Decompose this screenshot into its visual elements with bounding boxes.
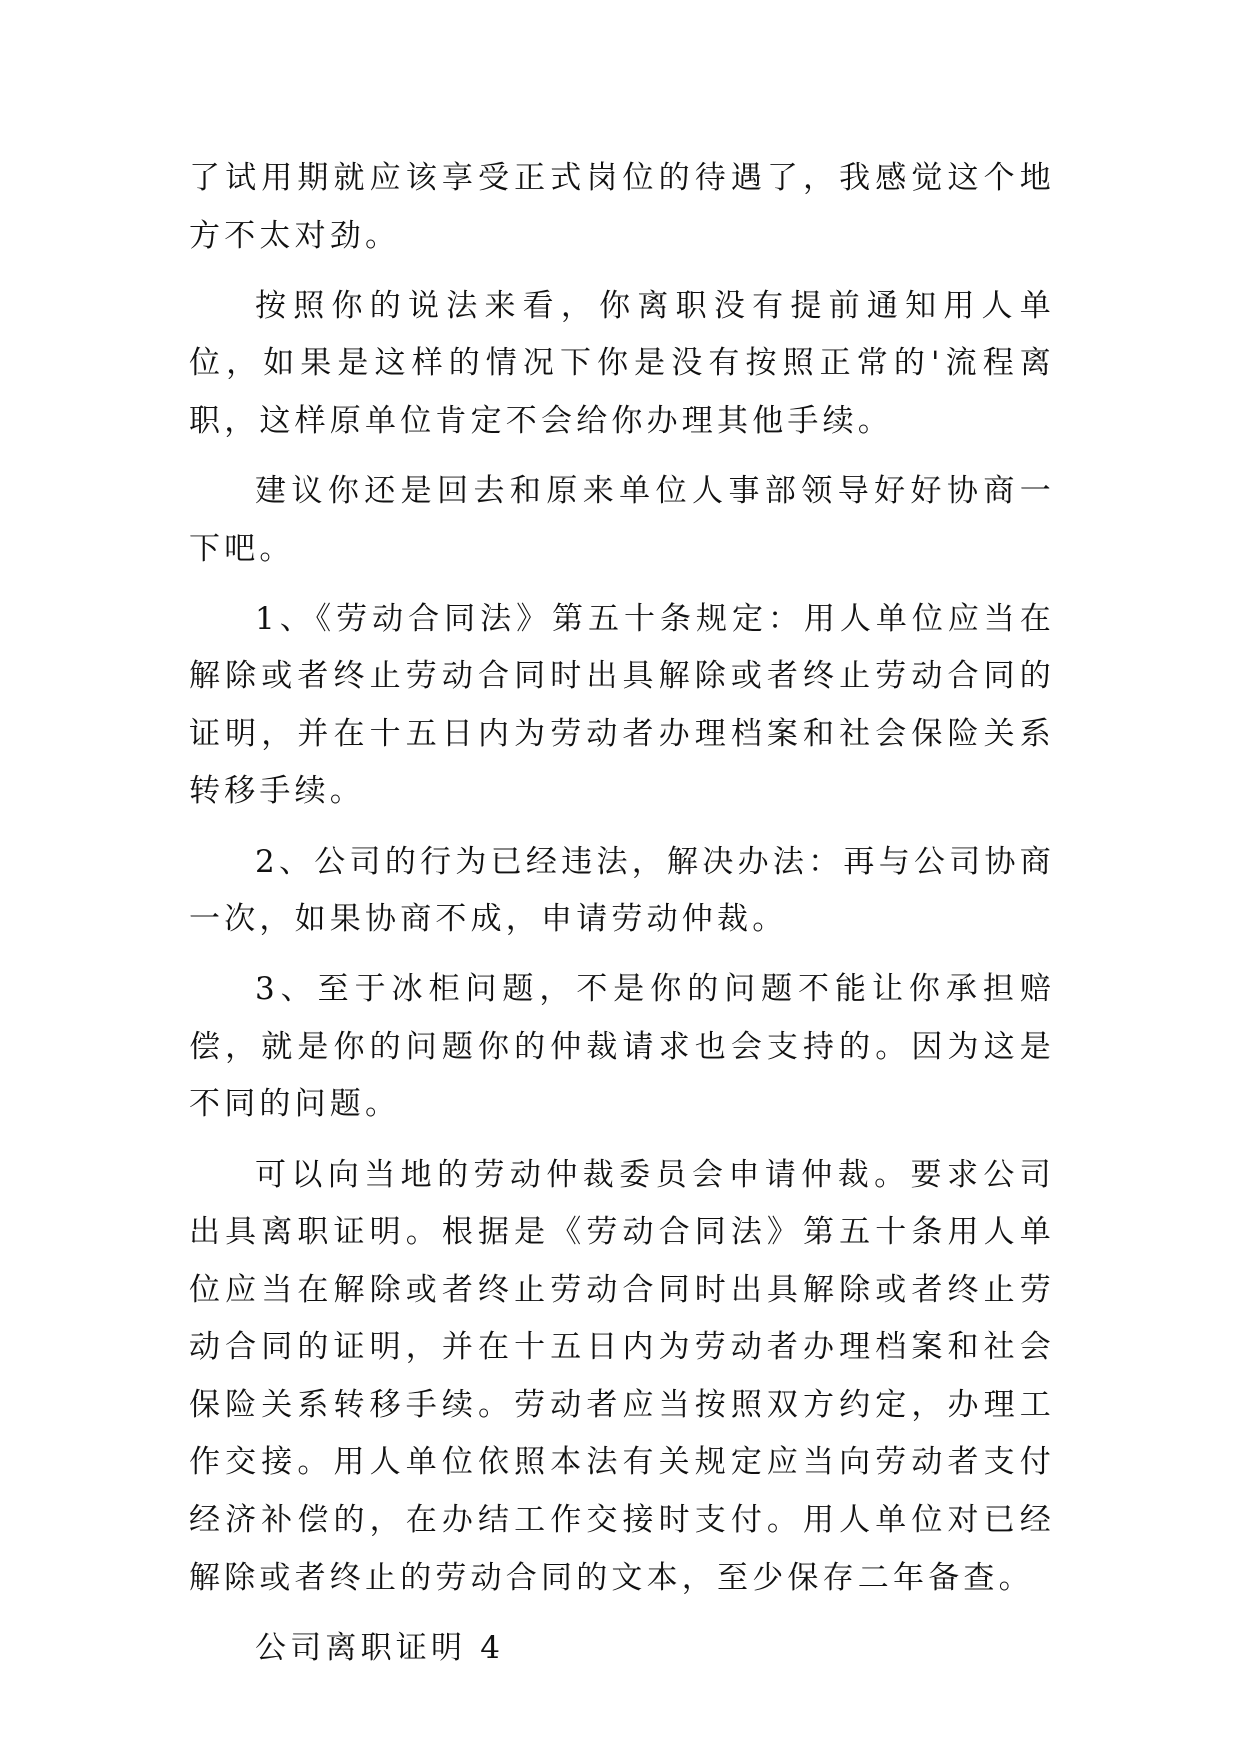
paragraph-suggestion: 建议你还是回去和原来单位人事部领导好好协商一下吧。	[189, 472, 1055, 567]
paragraph-freezer-issue: 3、至于冰柜问题，不是你的问题不能让你承担赔偿，就是你的问题你的仲裁请求也会支持的。因为这是不同的问题。	[189, 971, 1055, 1123]
paragraph-arbitration: 可以向当地的劳动仲裁委员会申请仲裁。要求公司出具离职证明。根据是《劳动合同法》第五十条用人单位应当在解除或者终止劳动合同时出具解除或者终止劳动合同的证明，并在十五日内为劳动者办理档案和社会保险关系转移手续。劳动者应当按照双方约定，办理工作交接。用人单位依照本法有关规定应当向劳动者支付经济补偿的，在办结工作交接时支付。用人单位对已经解除或者终止的劳动合同的文本，至少保存二年备查。	[189, 1156, 1055, 1596]
paragraph-continuation: 了试用期就应该享受正式岗位的待遇了，我感觉这个地方不太对劲。	[189, 160, 1055, 254]
paragraph-law-article-50: 1、《劳动合同法》第五十条规定：用人单位应当在解除或者终止劳动合同时出具解除或者终止劳动合同的证明，并在十五日内为劳动者办理档案和社会保险关系转移手续。	[189, 600, 1055, 810]
section-heading: 公司离职证明 4	[255, 1629, 505, 1666]
paragraph-departure-notice: 按照你的说法来看，你离职没有提前通知用人单位，如果是这样的情况下你是没有按照正常的'流程离职，这样原单位肯定不会给你办理其他手续。	[189, 287, 1055, 439]
paragraph-solution: 2、公司的行为已经违法，解决办法：再与公司协商一次，如果协商不成，申请劳动仲裁。	[189, 843, 1055, 938]
document-body	[189, 150, 1055, 1690]
